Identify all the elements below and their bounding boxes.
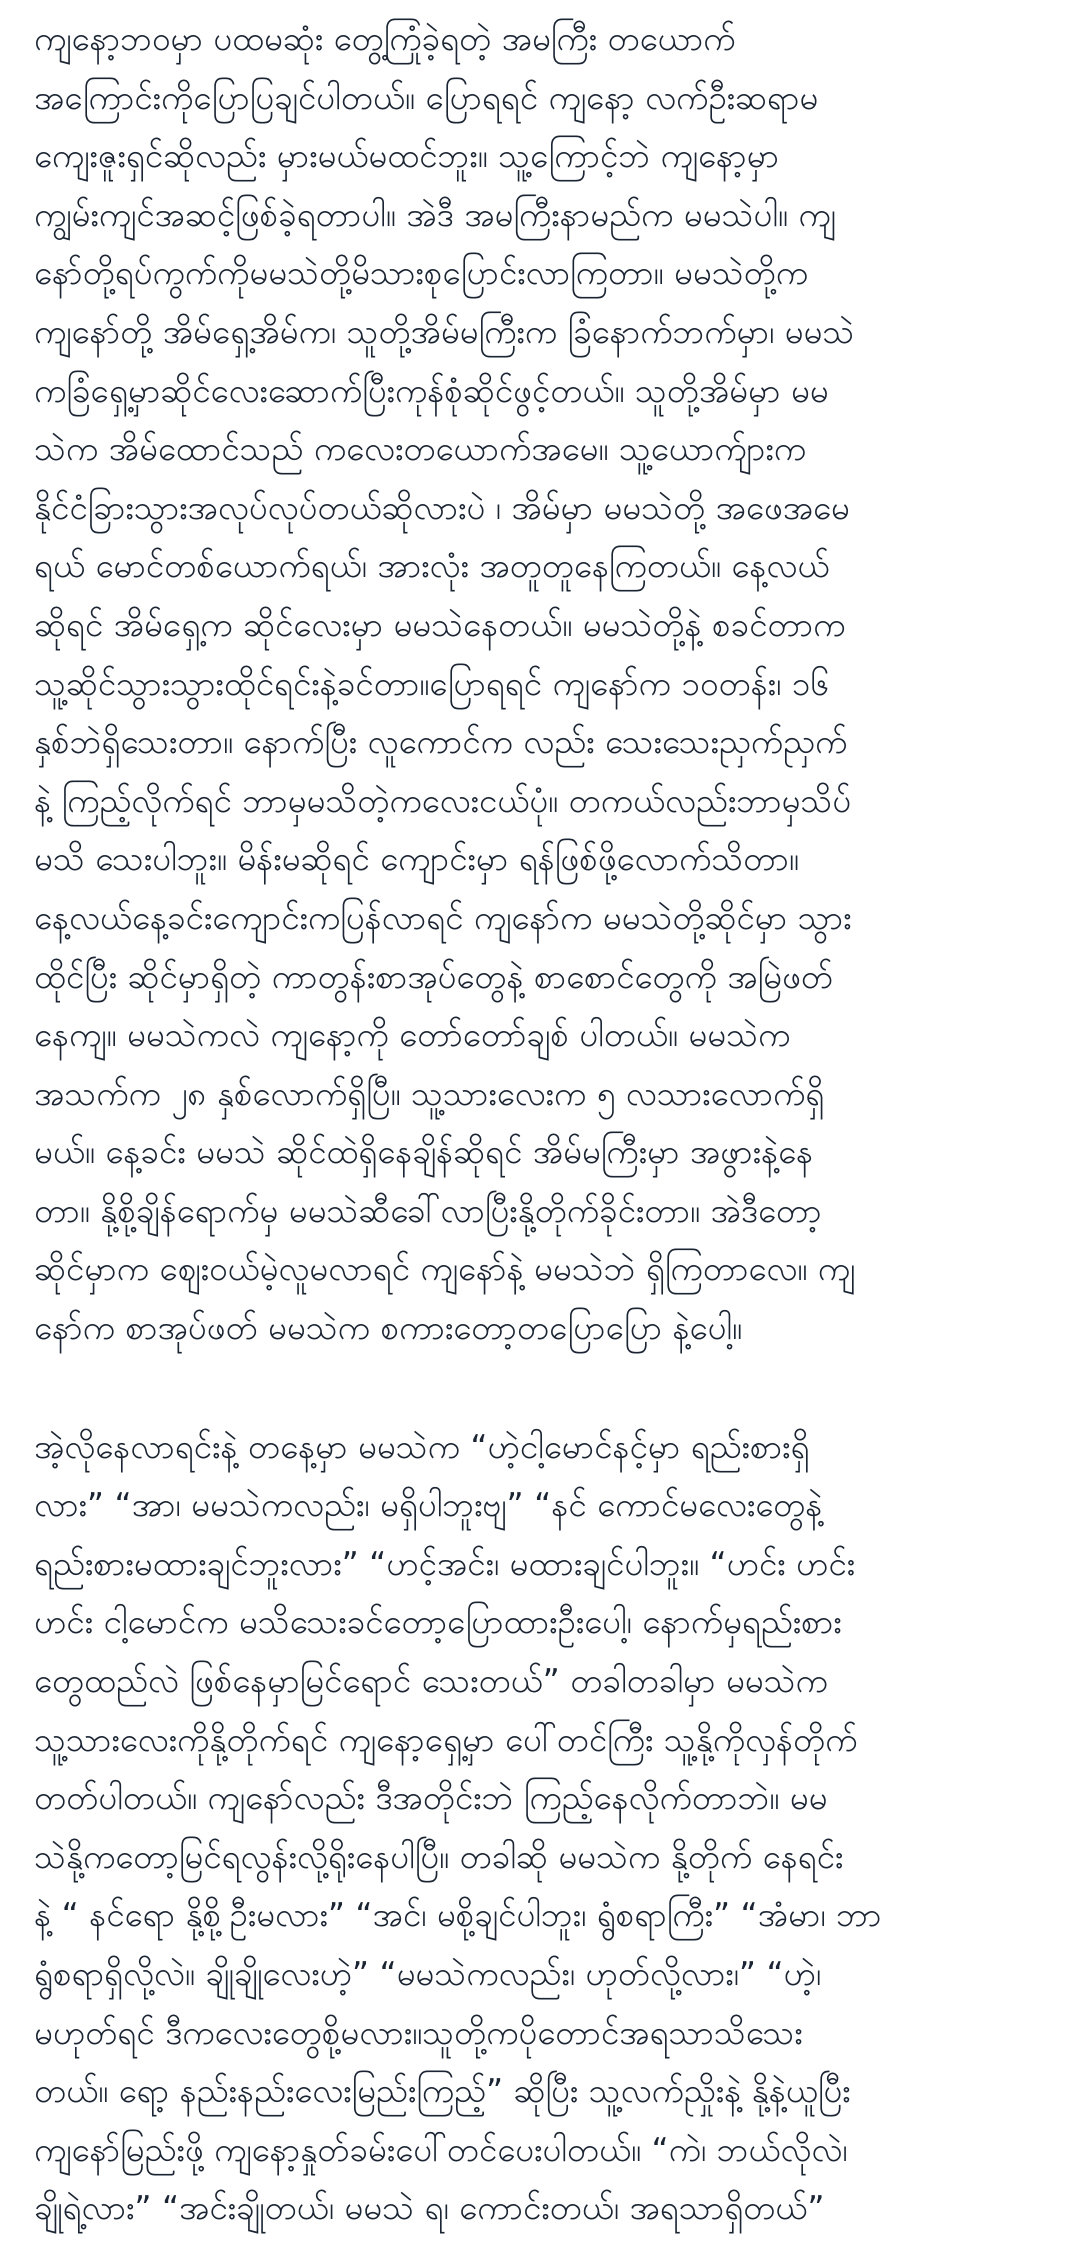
text-line: မဟုတ်ရင် ဒီကလေးတွေစို့မလား။သူတို့ကပိုတောင်အရသာသိသေး: [34, 2012, 803, 2052]
text-line: ကခြံရှေ့မှာဆိုင်လေးဆောက်ပြီးကုန်စုံဆိုင်ဖွင့်တယ်။ သူတို့အိမ်မှာ မမ: [34, 370, 829, 410]
text-line: တယ်။ ရော့ နည်းနည်းလေးမြည်းကြည့်” ဆိုပြီး သူ့လက်ညှိုးနဲ့ နို့နဲ့ယူပြီး: [34, 2071, 851, 2111]
text-line: မယ်။ နေ့ခင်း မမသဲ ဆိုင်ထဲရှိနေချိန်ဆိုရင် အိမ်မကြီးမှာ အဖွားနဲ့နေ: [34, 1132, 814, 1172]
text-line: နေကျ။ မမသဲကလဲ ကျနော့ကို တော်တော်ချစ် ပါတယ်။ မမသဲက: [34, 1015, 791, 1055]
text-line: ထိုင်ပြီး ဆိုင်မှာရှိတဲ့ ကာတွန်းစာအုပ်တွေနဲ့ စာစောင်တွေကို အမြဲဖတ်: [34, 956, 833, 996]
text-line: ကျွမ်းကျင်အဆင့်ဖြစ်ခဲ့ရတာပါ။ အဲဒီ အမကြီးနာမည်က မမသဲပါ။ ကျ: [34, 194, 836, 234]
text-line: အကြောင်းကိုပြောပြချင်ပါတယ်။ ပြောရရင် ကျနော့ လက်ဦးဆရာမ: [34, 77, 819, 117]
text-line: ကျနော့ဘဝမှာ ပထမဆုံး တွေ့ကြုံခဲ့ရတဲ့ အမကြီး တယောက်: [34, 19, 736, 58]
text-line: နဲ့ ကြည့်လိုက်ရင် ဘာမှမသိတဲ့ကလေးငယ်ပုံ။ တကယ်လည်းဘာမှသိပ်: [34, 780, 852, 820]
text-line: အသက်က ၂၈ နှစ်လောက်ရှိပြီ။ သူ့သားလေးက ၅ လသားလောက်ရှိ: [34, 1073, 825, 1113]
text-line: အဲ့လိုနေလာရင်းနဲ့ တနေ့မှာ မမသဲက “ဟဲ့ငါ့မောင်နင့်မှာ ရည်းစားရှိ: [34, 1426, 810, 1466]
text-line: နော်က စာအုပ်ဖတ် မမသဲက စကားတော့တပြောပြော နဲ့ပေါ့။: [34, 1308, 742, 1348]
text-line: ကျနော်တို့ အိမ်ရှေ့အိမ်က၊ သူတို့အိမ်မကြီးက ခြံနောက်ဘက်မှာ၊ မမသဲ: [34, 311, 855, 351]
text-line: တတ်ပါတယ်။ ကျနော်လည်း ဒီအတိုင်းဘဲ ကြည့်နေလိုက်တာဘဲ။ မမ: [34, 1778, 828, 1818]
text-line: သဲက အိမ်ထောင်သည် ကလေးတယောက်အမေ။ သူ့ယောက်ျားက: [34, 429, 807, 469]
text-line: ရွံစရာရှိလို့လဲ။ ချိုချိုလေးဟဲ့” “မမသဲကလည်း၊ ဟုတ်လို့လား၊” “ဟဲ့၊: [34, 1954, 822, 1993]
paragraph-1: [34, 10, 1046, 1358]
text-line: ကျနော်မြည်းဖို့ ကျနော့နှုတ်ခမ်းပေါ်တင်ပေးပါတယ်။ “ကဲ၊ ဘယ်လိုလဲ၊: [34, 2129, 848, 2169]
text-line: ဟင်း ငါ့မောင်က မသိသေးခင်တော့ပြောထားဦးပေါ့၊ နောက်မှရည်းစား: [34, 1602, 842, 1642]
text-line: တာ။ နို့စို့ချိန်ရောက်မှ မမသဲဆီခေါ်လာပြီးနို့တိုက်ခိုင်းတာ။ အဲဒီတော့: [34, 1190, 822, 1230]
text-line: သဲနို့ကတော့မြင်ရလွန်းလို့ရိုးနေပါပြီ။ တခါဆို မမသဲက နို့တိုက် နေရင်း: [34, 1836, 844, 1876]
text-line: မသိ သေးပါဘူး။ မိန်းမဆိုရင် ကျောင်းမှာ ရန်ဖြစ်ဖို့လောက်သိတာ။: [34, 839, 799, 879]
paragraph-2: [34, 1418, 1046, 2238]
text-line: ဆိုရင် အိမ်ရှေ့က ဆိုင်လေးမှာ မမသဲနေတယ်။ မမသဲတို့နဲ့ စခင်တာက: [34, 604, 846, 644]
paragraph-spacer: [34, 1358, 1046, 1418]
text-line: နော်တို့ရပ်ကွက်ကိုမမသဲတို့မိသားစုပြောင်းလာကြတာ။ မမသဲတို့က: [34, 253, 809, 293]
text-line: ရယ် မောင်တစ်ယောက်ရယ်၊ အားလုံး အတူတူနေကြတယ်။ နေ့လယ်: [34, 546, 830, 586]
text-line: ဆိုင်မှာက ဈေးဝယ်မဲ့လူမလာရင် ကျနော်နဲ့ မမသဲဘဲ ရှိကြတာလေ။ ကျ: [34, 1249, 856, 1289]
text-line: နှစ်ဘဲရှိသေးတာ။ နောက်ပြီး လူကောင်က လည်း သေးသေးညှက်ညှက်: [34, 722, 848, 762]
text-line: ကျေးဇူးရှင်ဆိုလည်း မှားမယ်မထင်ဘူး။ သူ့ကြောင့်ဘဲ ကျနော့မှာ: [34, 136, 779, 176]
text-line: သူ့ဆိုင်သွားသွားထိုင်ရင်းနဲ့ခင်တာ။ပြောရရင် ကျနော်က ၁၀တန်း၊ ၁၆: [34, 663, 829, 703]
text-line: လား” “အာ၊ မမသဲကလည်း၊ မရှိပါဘူးဗျ” “နင် ကောင်မလေးတွေနဲ့: [34, 1485, 823, 1525]
text-line: နိုင်ငံခြားသွားအလုပ်လုပ်တယ်ဆိုလားပဲ ၊ အိမ်မှာ မမသဲတို့ အဖေအမေ: [34, 487, 850, 527]
text-line: ရည်းစားမထားချင်ဘူးလား” “ဟင့်အင်း၊ မထားချင်ပါဘူး။ “ဟင်း ဟင်း: [34, 1543, 856, 1583]
text-line: နေ့လယ်နေ့ခင်းကျောင်းကပြန်လာရင် ကျနော်က မမသဲတို့ဆိုင်မှာ သွား: [34, 897, 852, 937]
text-line: နဲ့ “ နင်ရော နို့စို့ဦးမလား” “အင်၊ မစို့ချင်ပါဘူး၊ ရွံစရာကြီး” “အံမာ၊ ဘာ: [34, 1895, 882, 1935]
text-line: သူ့သားလေးကိုနို့တိုက်ရင် ကျနော့ရှေ့မှာ ပေါ်တင်ကြီး သူ့နို့ကိုလှန်တိုက်: [34, 1719, 858, 1759]
article-body: [34, 10, 1046, 2238]
text-line: ချိုရဲ့လား” “အင်းချိုတယ်၊ မမသဲ ရ၊ ကောင်းတယ်၊ အရသာရှိတယ်”: [34, 2188, 825, 2228]
text-line: တွေထည်လဲ ဖြစ်နေမှာမြင်ရောင် သေးတယ်” တခါတခါမှာ မမသဲက: [34, 1661, 828, 1701]
